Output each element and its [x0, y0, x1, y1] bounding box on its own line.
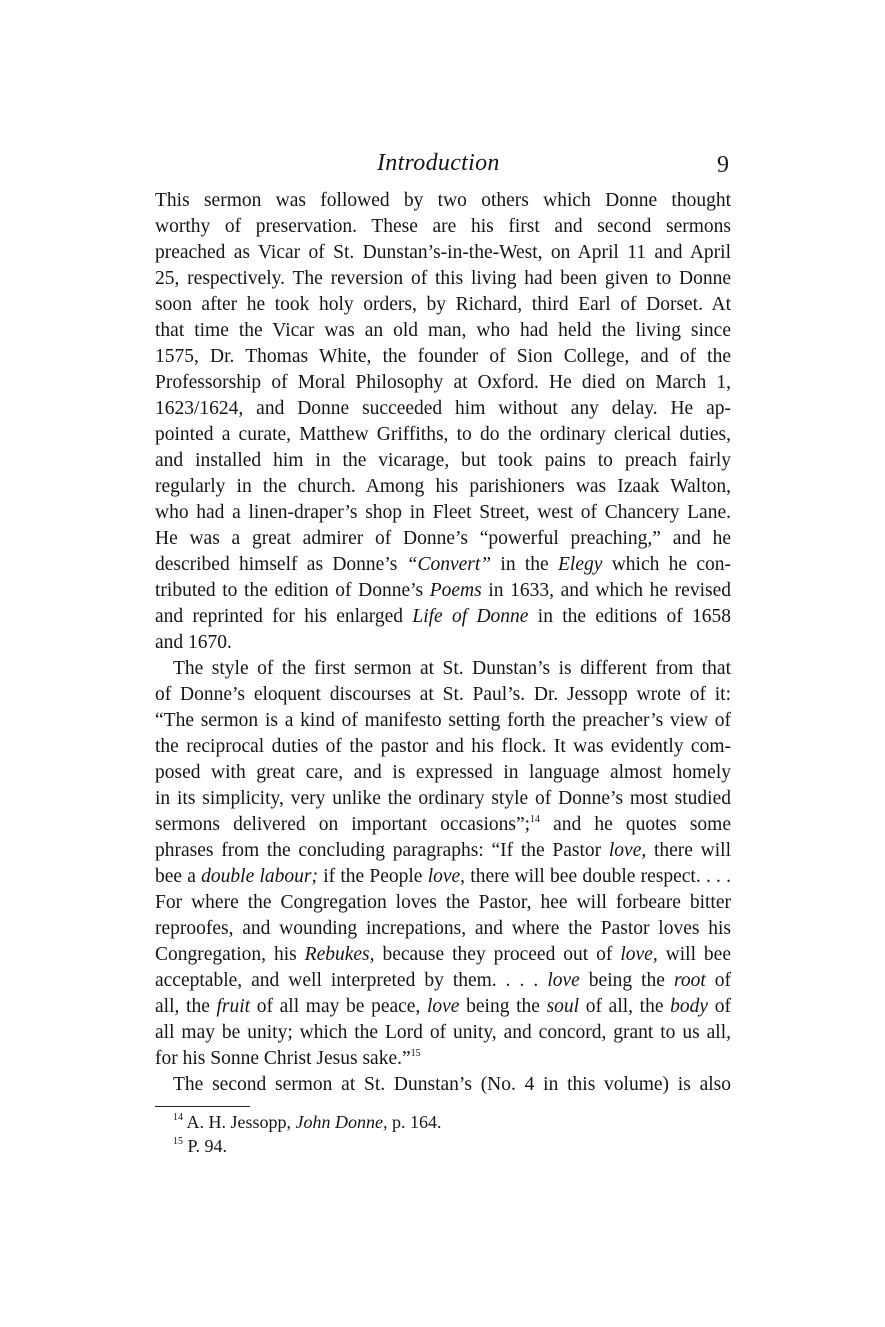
- text-line: 25, respectively. The reversion of this living had been given to Donne: [155, 268, 731, 289]
- footnote: $^{14}$ A. H. Jessopp, John Donne, p. 164.: [173, 1112, 442, 1132]
- running-title: Introduction: [377, 150, 500, 176]
- body-text: [155, 188, 731, 1098]
- text-line: acceptable, and well interpreted by them. . . . love being the root of: [155, 970, 731, 991]
- text-line: 1623/1624, and Donne succeeded him without any delay. He ap-: [155, 398, 731, 419]
- text-line: that time the Vicar was an old man, who had held the living since: [155, 320, 731, 341]
- italic-text: Life of Donne: [412, 606, 529, 627]
- italic-text: love,: [608, 840, 647, 861]
- text-line: preached as Vicar of St. Dunstan’s-in-the-West, on April 11 and April: [155, 242, 731, 263]
- text-line: worthy of preservation. These are his first and second sermons: [155, 216, 731, 237]
- text-line: The second sermon at St. Dunstan’s (No. 4 in this volume) is also: [173, 1074, 731, 1095]
- text-line: Professorship of Moral Philosophy at Oxford. He died on March 1,: [155, 372, 731, 393]
- text-line: “The sermon is a kind of manifesto setting forth the preacher’s view of: [155, 710, 731, 731]
- italic-text: love: [426, 996, 460, 1017]
- text-line: and installed him in the vicarage, but took pains to preach fairly: [155, 450, 731, 471]
- text-line: and 1670.: [155, 632, 232, 653]
- footnotes: [173, 1110, 442, 1158]
- text-line: He was a great admirer of Donne’s “powerful preaching,” and he: [155, 528, 731, 549]
- text-line: sermons delivered on important occasions”;$^{14}$ and he quotes some: [155, 814, 731, 835]
- italic-text: Elegy: [558, 554, 603, 575]
- text-line: for his Sonne Christ Jesus sake.”$^{15}$: [155, 1048, 421, 1069]
- page-number: 9: [717, 152, 729, 178]
- italic-text: soul: [546, 996, 580, 1017]
- text-line: in its simplicity, very unlike the ordinary style of Donne’s most studied: [155, 788, 731, 809]
- italic-text: love,: [427, 866, 466, 887]
- text-line: This sermon was followed by two others which Donne thought: [155, 190, 731, 211]
- italic-text: fruit: [216, 996, 251, 1017]
- footnote-ref: 14: [530, 814, 541, 825]
- italic-text: love,: [620, 944, 658, 965]
- footnote-ref: 15: [410, 1048, 421, 1059]
- footnote-marker: 15: [173, 1136, 183, 1147]
- italic-text: John Donne,: [295, 1112, 388, 1132]
- text-line: phrases from the concluding paragraphs: “If the Pastor love, there will: [155, 840, 732, 861]
- footnote: $^{15}$ P. 94.: [173, 1136, 228, 1156]
- text-line: For where the Congregation loves the Pastor, hee will forbeare bitter: [155, 892, 731, 913]
- text-line: bee a double labour; if the People love, there will bee double respect. . . .: [155, 866, 732, 887]
- italic-text: Rebukes,: [304, 944, 375, 965]
- text-line: posed with great care, and is expressed in language almost homely: [155, 762, 731, 783]
- italic-text: “Convert”: [406, 554, 492, 575]
- text-line: reproofes, and wounding increpations, and where the Pastor loves his: [155, 918, 731, 939]
- text-line: soon after he took holy orders, by Richard, third Earl of Dorset. At: [155, 294, 731, 315]
- footnote-rule: [155, 1106, 250, 1107]
- text-line: of Donne’s eloquent discourses at St. Paul’s. Dr. Jessopp wrote of it:: [155, 684, 731, 705]
- text-line: who had a linen-draper’s shop in Fleet Street, west of Chancery Lane.: [155, 502, 731, 523]
- text-line: described himself as Donne’s “Convert” in the Elegy which he con-: [155, 554, 731, 575]
- italic-text: root: [673, 970, 706, 991]
- text-line: all, the fruit of all may be peace, love being the soul of all, the body of: [155, 996, 731, 1017]
- text-line: and reprinted for his enlarged Life of Donne in the editions of 1658: [155, 606, 731, 627]
- italic-text: double labour;: [201, 866, 318, 887]
- text-line: pointed a curate, Matthew Griffiths, to do the ordinary clerical duties,: [155, 424, 731, 445]
- footnote-marker: 14: [173, 1112, 183, 1123]
- text-line: The style of the first sermon at St. Dunstan’s is different from that: [173, 658, 731, 679]
- text-line: regularly in the church. Among his parishioners was Izaak Walton,: [155, 476, 731, 497]
- text-line: 1575, Dr. Thomas White, the founder of Sion College, and of the: [155, 346, 731, 367]
- italic-text: Poems: [429, 580, 482, 601]
- text-line: all may be unity; which the Lord of unity, and concord, grant to us all,: [155, 1022, 731, 1043]
- text-line: Congregation, his Rebukes, because they proceed out of love, will bee: [155, 944, 731, 965]
- text-line: tributed to the edition of Donne’s Poems in 1633, and which he revised: [155, 580, 731, 601]
- text-line: the reciprocal duties of the pastor and his flock. It was evidently com-: [155, 736, 731, 757]
- italic-text: body: [670, 996, 709, 1017]
- italic-text: love: [547, 970, 580, 991]
